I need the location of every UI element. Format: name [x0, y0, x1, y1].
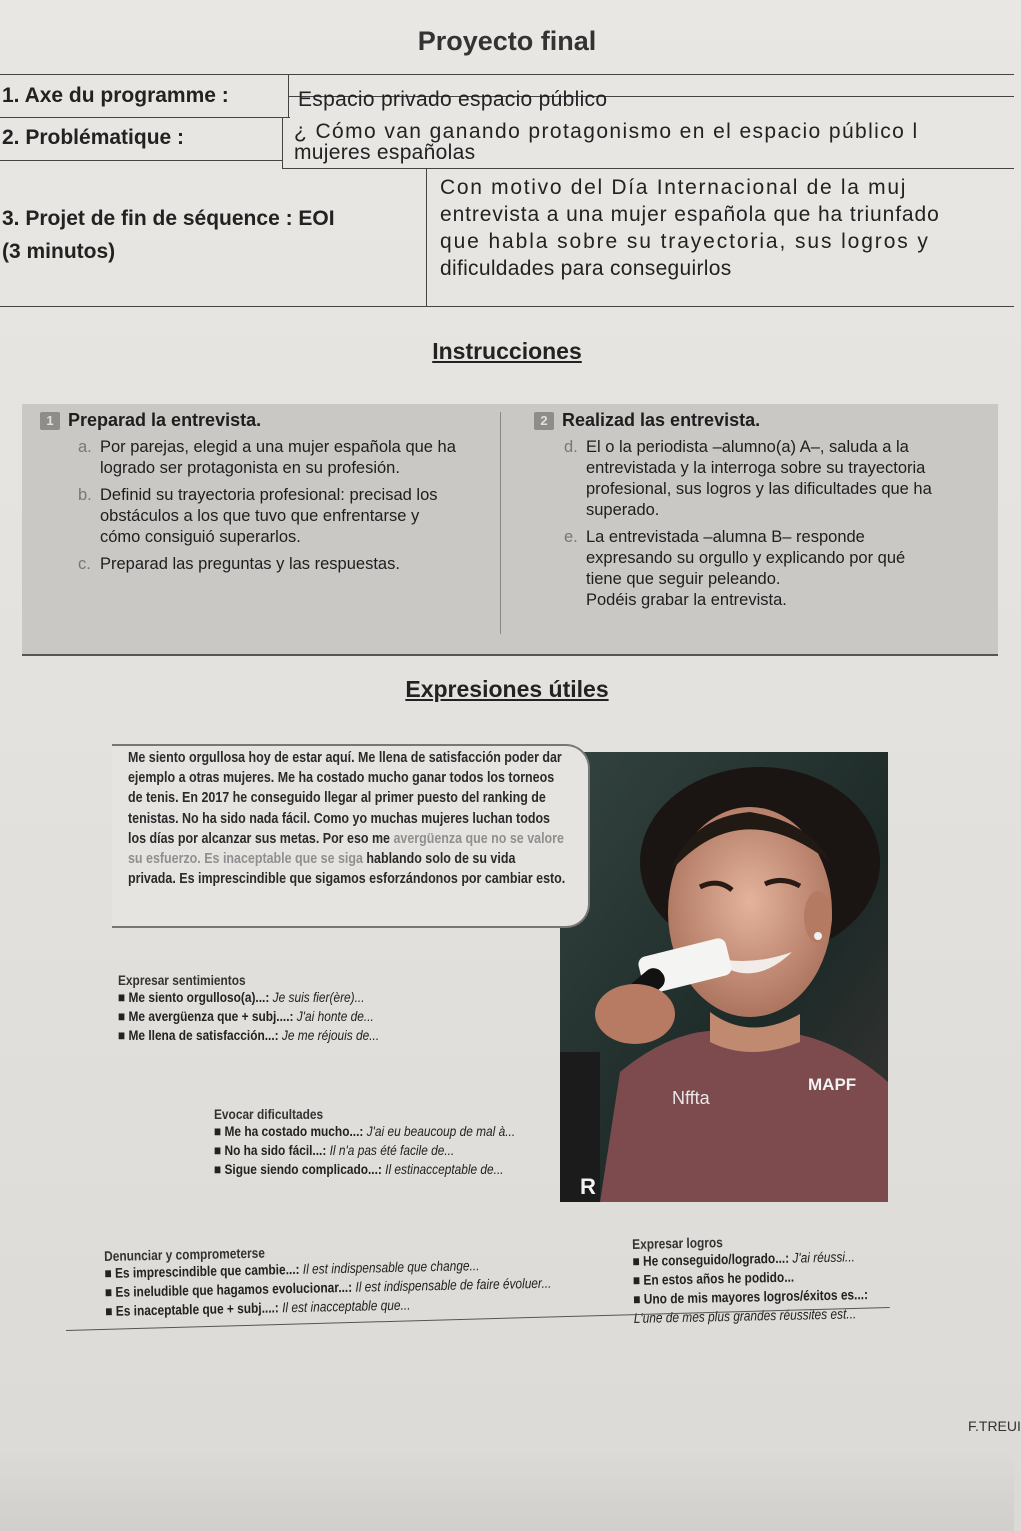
axe-value: Espacio privado espacio público: [298, 88, 608, 111]
table-line: [282, 117, 283, 168]
step-number-badge: 1: [40, 412, 60, 430]
phrase-item: ■ Es ineludible que hagamos evolucionar...: Il est indispensable de faire évoluer...: [104, 1274, 552, 1300]
step2-column: [534, 404, 984, 611]
list-item: c. Preparad las preguntas y las respuestas.: [78, 555, 400, 573]
projet-value: Con motivo del Día Internacional de la muj entrevista a una mujer española que ha triunfado que habla sobre su trayectoria, sus logros y dificuldades para conseguirlos: [440, 176, 940, 280]
phrase-item: ■ Me avergüenza que + subj....: J'ai honte de...: [118, 1008, 374, 1024]
photo-tennis-player: [560, 752, 888, 1202]
phrase-item: L'une de mes plus grandes réussites est...: [633, 1305, 857, 1326]
step-number-badge: 2: [534, 412, 554, 430]
instructions-box: [22, 404, 998, 656]
axe-label: 1. Axe du programme :: [2, 84, 229, 107]
phrase-item: ■ Me llena de satisfacción...: Je me réjouis de...: [118, 1027, 380, 1043]
projet-label: 3. Projet de fin de séquence : EOI: [2, 207, 335, 230]
list-item: a. Por parejas, elegid a una mujer española que ha logrado ser protagonista en su profesión.: [78, 438, 456, 477]
list-item: b. Definid su trayectoria profesional: precisad los obstáculos a los que tuvo que enfrentarse y cómo consiguió superarlos.: [78, 486, 438, 546]
group-denunciar: Denunciar y comprometerse ■ Es imprescindible que cambie...: Il est indispensable que change... ■ Es ineludible que hagamos evolucionar...: Il est indispensable de faire évoluer... ■ Es inaceptable que + subj....: Il est inacceptable que...: [104, 1244, 552, 1319]
group-dificultades: Evocar dificultades ■ Me ha costado mucho...: J'ai eu beaucoup de mal à... ■ No ha sido fácil...: Il n'a pas été facile de... ■ Sigue siendo complicado...: Il estinacceptable de...: [214, 1106, 516, 1177]
phrase-item: ■ Me ha costado mucho...: J'ai eu beaucoup de mal à...: [214, 1123, 516, 1139]
table-line: [288, 74, 289, 118]
table-line: [426, 168, 427, 306]
phrase-item: ■ Es imprescindible que cambie...: Il est indispensable que change...: [104, 1257, 480, 1281]
table-line: [0, 160, 282, 161]
phrase-item: ■ Es inaceptable que + subj....: Il est inacceptable que...: [105, 1296, 411, 1319]
table-line: [0, 117, 290, 118]
phrase-item: ■ Me siento orgulloso(a)...: Je suis fier(ère)...: [118, 989, 365, 1005]
table-line: [0, 74, 1014, 75]
column-divider: [500, 412, 501, 634]
page-title: Proyecto final: [417, 26, 597, 56]
problematique-value: ¿ Cómo van ganando protagonismo en el espacio público l mujeres españolas: [294, 120, 919, 164]
table-line: [0, 306, 1014, 307]
bubble-text: Me siento orgullosa hoy de estar aquí. Me llena de satisfacción poder dar ejemplo a otras mujeres. Me ha costado mucho ganar todos los torneos de tenis. En 2017 he conseguido llegar al primer puesto del ranking de tenistas. No ha sido nada fácil. Como yo muchas mujeres luchan todos los días por alcanzar sus metas. Por eso me avergüenza que no se valore su esfuerzo. Es inaceptable que se siga hablando solo de su vida privada. Es imprescindible que sigamos esforzándonos por cambiar esto.: [128, 750, 566, 888]
table-line: [282, 168, 1014, 169]
group-sentimientos: Expresar sentimientos ■ Me siento orgulloso(a)...: Je suis fier(ère)... ■ Me avergüenza que + subj....: J'ai honte de... ■ Me llena de satisfacción...: Je me réjouis de...: [118, 972, 380, 1043]
photo-illustration: [560, 752, 888, 1202]
list-item: d. El o la periodista –alumno(a) A–, saluda a la entrevistada y la interroga sobre su trayectoria profesional, sus logros y las dificultades que ha superado.: [564, 438, 932, 519]
step1-column: [40, 404, 490, 575]
instructions-title: Instrucciones: [432, 338, 582, 364]
step2-heading: 2 Realizad las entrevista.: [534, 410, 984, 431]
phrase-item: ■ En estos años he podido...: [632, 1268, 795, 1288]
paper-shadow: [0, 1450, 1014, 1531]
phrase-item: ■ Sigue siendo complicado...: Il estinacceptable de...: [214, 1161, 504, 1177]
problematique-label: 2. Problématique :: [2, 126, 185, 149]
logo-text: Nffta: [672, 1088, 710, 1108]
list-item: e. La entrevistada –alumna B– responde expresando su orgullo y explicando por qué tiene que seguir peleando.: [564, 528, 906, 588]
logo-text: MAPF: [808, 1075, 857, 1094]
phrase-item: ■ He conseguido/logrado...: J'ai réussi...: [632, 1248, 856, 1269]
author-footer: F.TREUI: [968, 1418, 1021, 1434]
expresiones-title: Expresiones útiles: [405, 676, 609, 702]
phrase-item: ■ No ha sido fácil...: Il n'a pas été facile de...: [214, 1142, 455, 1158]
group-logros: Expresar logros ■ He conseguido/logrado...: J'ai réussi... ■ En estos años he podido... ■ Uno de mis mayores logros/éxitos es...: L'une de mes plus grandes réussites est...: [632, 1234, 869, 1326]
phrase-item: ■ Uno de mis mayores logros/éxitos es...:: [633, 1286, 869, 1307]
note-text: Podéis grabar la entrevista.: [586, 591, 787, 609]
projet-duration: (3 minutos): [2, 240, 116, 263]
logo-text: R: [580, 1174, 596, 1199]
step1-heading: 1 Preparad la entrevista.: [40, 410, 490, 431]
